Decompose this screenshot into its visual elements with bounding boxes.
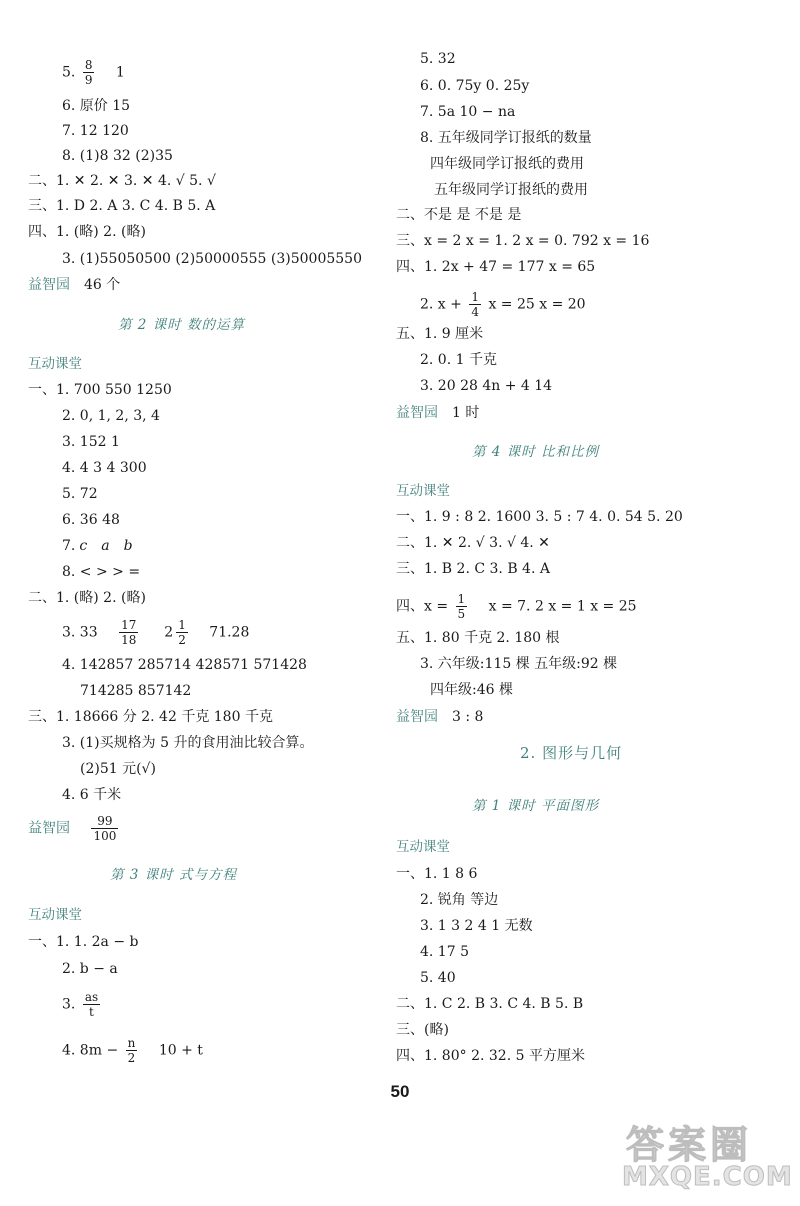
- answer-line: 一、1. 700 550 1250: [28, 382, 172, 398]
- answer-line: 7. 12 120: [62, 123, 129, 139]
- answer-line: 7. c a b: [62, 538, 133, 554]
- answer-line: 一、1. 1 8 6: [396, 866, 478, 882]
- answer-line: 2. 0. 1 千克: [420, 352, 497, 368]
- watermark-url: MXQE.COM: [622, 1162, 793, 1192]
- answer-line: 五、1. 9 厘米: [396, 326, 484, 342]
- lesson-heading: 第 1 课时 平面图形: [472, 798, 599, 814]
- answer-line: 5. 72: [62, 486, 98, 502]
- answer-line: 5. $\frac{8}{9}$ 1: [62, 58, 125, 87]
- section-heading: 互动课堂: [28, 907, 82, 923]
- answer-line: 2. x + $\frac{1}{4}$ x = 25 x = 20: [420, 290, 586, 319]
- answer-line: 2. b − a: [62, 961, 118, 977]
- answer-line: 4. 6 千米: [62, 787, 122, 803]
- answer-line: 8. (1)8 32 (2)35: [62, 148, 173, 164]
- answer-line: (2)51 元(√): [80, 761, 156, 777]
- fraction: $\frac{as}{t}$: [84, 990, 99, 1019]
- answer-line: 四、x = $\frac{1}{5}$ x = 7. 2 x = 1 x = 25: [396, 592, 637, 621]
- answer-line: 四、1. 2x + 47 = 177 x = 65: [396, 259, 596, 275]
- answer-line: 6. 36 48: [62, 512, 120, 528]
- watermark-logo: [620, 1112, 793, 1194]
- answer-line: 四、1. 80° 2. 32. 5 平方厘米: [396, 1048, 585, 1064]
- answer-line: 三、x = 2 x = 1. 2 x = 0. 792 x = 16: [396, 233, 650, 249]
- answer-line: 3. $\frac{as}{t}$: [62, 990, 99, 1019]
- fraction: $\frac{8}{9}$: [84, 58, 93, 87]
- answer-line: 3. 六年级:115 棵 五年级:92 棵: [420, 656, 618, 672]
- fraction: $\frac{17}{18}$: [121, 618, 137, 647]
- watermark-cn: 答案圈: [626, 1123, 753, 1167]
- fraction: $\frac{1}{4}$: [471, 290, 479, 319]
- answer-line: 五、1. 80 千克 2. 180 根: [396, 630, 560, 646]
- answer-line: 3. 152 1: [62, 434, 120, 450]
- answer-line: 7. 5a 10 − na: [420, 104, 516, 120]
- fraction: $\frac{1}{5}$: [457, 592, 466, 621]
- answer-line: 二、1. ✕ 2. √ 3. √ 4. ✕: [396, 535, 550, 551]
- answer-line: 三、1. B 2. C 3. B 4. A: [396, 561, 550, 577]
- yizhiyuan-label: 益智园: [28, 820, 70, 837]
- answer-line: 五年级同学订报纸的费用: [434, 182, 588, 198]
- section-heading: 互动课堂: [396, 483, 450, 499]
- answer-line: 6. 0. 75y 0. 25y: [420, 78, 530, 94]
- answer-line: 3. 20 28 4n + 4 14: [420, 378, 553, 394]
- yizhiyuan-label: 益智园: [28, 277, 70, 293]
- answer-line: 8. 五年级同学订报纸的数量: [420, 130, 592, 146]
- answer-line: 3. 1 3 2 4 1 无数: [420, 918, 533, 934]
- answer-line: 2. 锐角 等边: [420, 892, 499, 908]
- answer-line: 二、不是 是 不是 是: [396, 207, 522, 223]
- fraction: $\frac{n}{2}$: [127, 1036, 136, 1065]
- answer-line: 3. 33 $\frac{17}{18}$ 2 $\frac{1}{2}$ 71.28: [62, 618, 250, 647]
- answer-line: 2. 0, 1, 2, 3, 4: [62, 408, 160, 424]
- lesson-heading: 第 4 课时 比和比例: [472, 444, 599, 460]
- yizhiyuan-line: 益智园 3 : 8: [396, 709, 484, 725]
- answer-line: 三、1. 18666 分 2. 42 千克 180 千克: [28, 709, 273, 725]
- answer-line: 4. 8m − $\frac{n}{2}$ 10 + t: [62, 1036, 203, 1065]
- answer-line: 二、1. C 2. B 3. C 4. B 5. B: [396, 996, 584, 1012]
- answer-line: 一、1. 9 : 8 2. 1600 3. 5 : 7 4. 0. 54 5. 20: [396, 509, 683, 525]
- answer-line: 8. < > > =: [62, 564, 141, 580]
- answer-line: 三、1. D 2. A 3. C 4. B 5. A: [28, 198, 216, 214]
- answer-line: 二、1. ✕ 2. ✕ 3. ✕ 4. √ 5. √: [28, 173, 216, 189]
- fraction: $\frac{99}{100}$: [93, 814, 117, 843]
- yizhiyuan-line: 益智园 1 时: [396, 405, 480, 421]
- yizhiyuan-label: 益智园: [396, 405, 438, 421]
- answer-line: 三、(略): [396, 1022, 449, 1038]
- answer-line: 4. 17 5: [420, 944, 469, 960]
- yizhiyuan-label: 益智园: [396, 709, 438, 725]
- lesson-heading: 第 3 课时 式与方程: [110, 867, 237, 883]
- answer-line: 5. 32: [420, 51, 456, 67]
- section-heading: 互动课堂: [396, 839, 450, 855]
- answer-line: 4. 142857 285714 428571 571428: [62, 657, 307, 673]
- answer-line: 3. (1)买规格为 5 升的食用油比较合算。: [62, 735, 314, 751]
- yizhiyuan-line: [28, 814, 121, 843]
- chapter-heading: 2. 图形与几何: [520, 744, 623, 762]
- yizhiyuan-line: 益智园 46 个: [28, 277, 121, 293]
- fraction: $\frac{1}{2}$: [178, 618, 186, 647]
- answer-line: 4. 4 3 4 300: [62, 460, 147, 476]
- answer-line: 四年级同学订报纸的费用: [430, 156, 584, 172]
- answer-line: 5. 40: [420, 970, 456, 986]
- answer-line: 3. (1)55050500 (2)50000555 (3)50005550: [62, 251, 362, 267]
- answer-line: 6. 原价 15: [62, 98, 131, 114]
- answer-line: 714285 857142: [80, 683, 192, 699]
- answer-line: 四、1. (略) 2. (略): [28, 224, 146, 240]
- lesson-heading: 第 2 课时 数的运算: [118, 317, 245, 333]
- answer-line: 一、1. 1. 2a − b: [28, 934, 139, 950]
- page-number: 50: [390, 1082, 410, 1101]
- answer-line: 二、1. (略) 2. (略): [28, 590, 146, 606]
- section-heading: 互动课堂: [28, 356, 82, 372]
- answer-line: 四年级:46 棵: [430, 682, 513, 698]
